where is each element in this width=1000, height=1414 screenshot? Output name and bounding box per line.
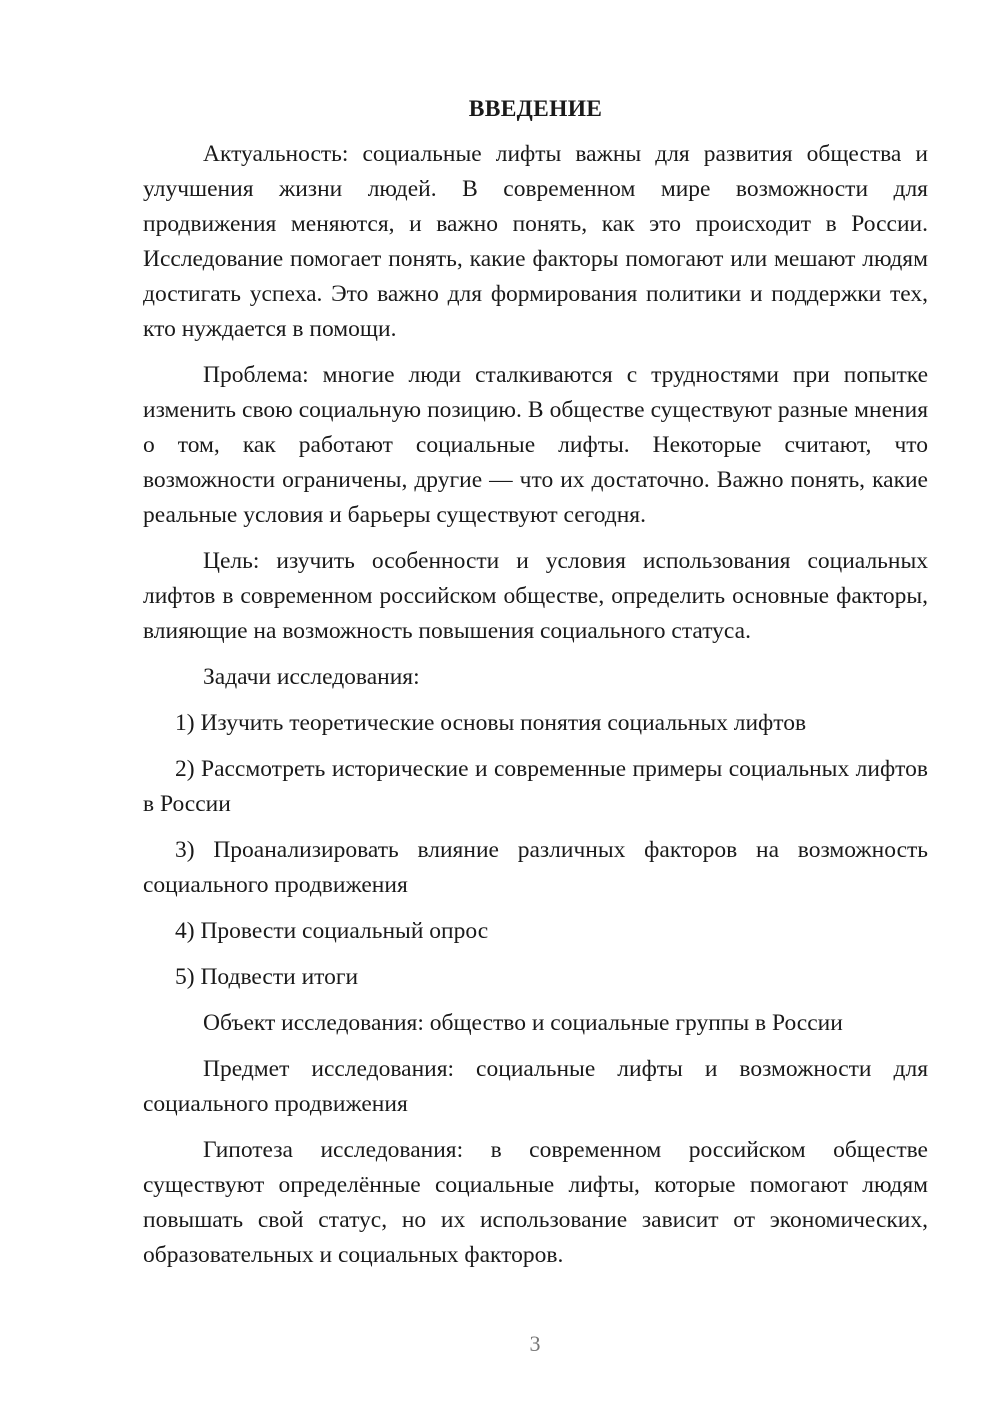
problem-paragraph: Проблема: многие люди сталкиваются с трудностями при попытке изменить свою социальную позицию. В обществе существуют разные мнения о том, как работают социальные лифты. Некоторые считают, что возможности ограничены, другие — что их достаточно. Важно понять, какие реальные условия и барьеры существуют сегодня. (143, 362, 928, 528)
hypothesis-paragraph: Гипотеза исследования: в современном российском обществе существуют определённые социальные лифты, которые помогают людям повышать свой статус, но их использование зависит от экономических, образовательных и социальных факторов. (143, 1137, 928, 1268)
object-paragraph: Объект исследования: общество и социальные группы в России (203, 1010, 843, 1036)
relevance-paragraph: Актуальность: социальные лифты важны для развития общества и улучшения жизни людей. В современном мире возможности для продвижения меняются, и важно понять, как это происходит в России. Исследование помогает понять, какие факторы помогают или мешают людям достигать успеха. Это важно для формирования политики и поддержки тех, кто нуждается в помощи. (143, 141, 928, 342)
subject-paragraph: Предмет исследования: социальные лифты и возможности для социального продвижения (143, 1056, 928, 1117)
section-heading: ВВЕДЕНИЕ (468, 96, 603, 122)
task-item-1: 1) Изучить теоретические основы понятия социальных лифтов (175, 710, 807, 736)
goal-paragraph: Цель: изучить особенности и условия использования социальных лифтов в современном российском обществе, определить основные факторы, влияющие на возможность повышения социального статуса. (143, 548, 928, 644)
page-number: 3 (529, 1331, 541, 1356)
task-item-4: 4) Провести социальный опрос (175, 918, 489, 944)
page-content (143, 92, 928, 1273)
task-item-2: 2) Рассмотреть исторические и современные примеры социальных лифтов в России (143, 756, 928, 817)
tasks-title: Задачи исследования: (203, 664, 420, 690)
task-item-5: 5) Подвести итоги (175, 964, 359, 990)
task-item-3: 3) Проанализировать влияние различных факторов на возможность социального продвижения (143, 837, 928, 898)
